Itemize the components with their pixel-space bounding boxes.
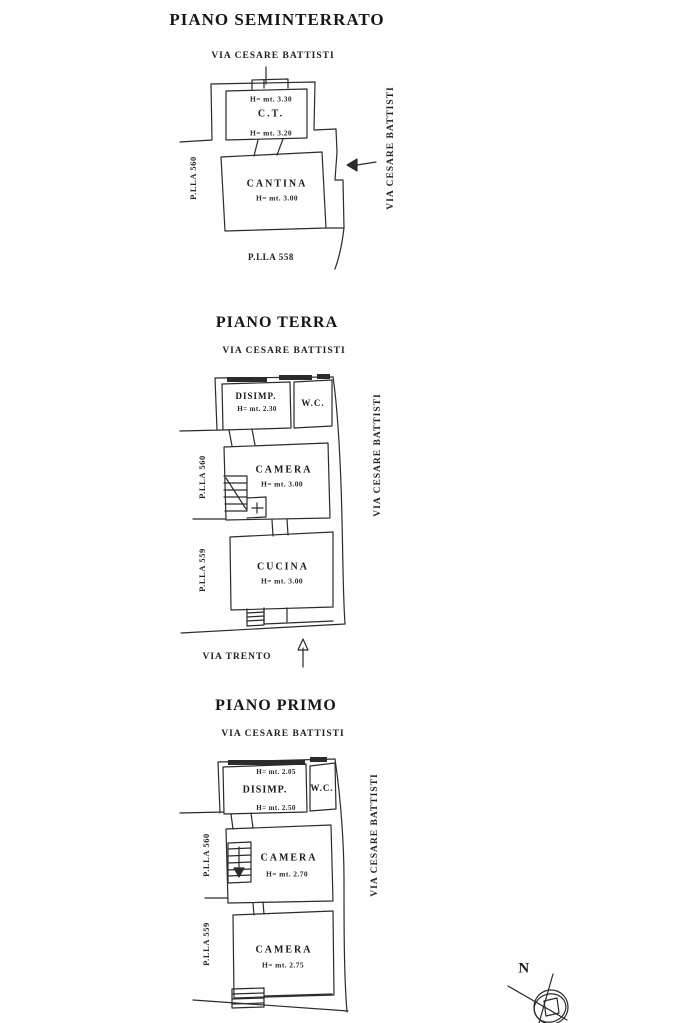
height-label: H= mt. 2.50	[256, 804, 296, 812]
cantina-room-outline	[221, 152, 326, 231]
primo-right-boundary	[335, 759, 347, 1012]
room-label-camera2: CAMERA	[255, 944, 313, 956]
room-label-wc: W.C.	[310, 783, 334, 793]
room-label-cantina: CANTINA	[246, 178, 308, 190]
entrance-arrow-tail	[357, 162, 376, 165]
parcel-label-560: P.LLA 560	[201, 833, 211, 877]
room-label-ct: C.T.	[257, 108, 285, 120]
wall-fill	[310, 757, 327, 762]
stairs-icon	[228, 842, 251, 883]
primo-bottom-boundary	[193, 1000, 348, 1011]
height-label: H= mt. 3.30	[249, 94, 293, 104]
height-label: H= mt. 2.75	[261, 960, 305, 970]
height-label: H= mt. 2.70	[265, 869, 309, 879]
floor-title-primo: PIANO PRIMO	[215, 697, 337, 714]
street-label-top: VIA CESARE BATTISTI	[211, 51, 335, 61]
parcel-label-559: P.LLA 559	[197, 548, 207, 592]
cantina-outer-wall	[326, 152, 344, 228]
height-label: H= mt. 3.00	[260, 479, 304, 489]
floor-title-seminterrato: PIANO SEMINTERRATO	[169, 10, 385, 29]
height-label: H= mt. 3.00	[260, 576, 304, 586]
chimney-box	[252, 79, 288, 89]
parcel-label-560: P.LLA 560	[197, 455, 207, 499]
room-label-cucina: CUCINA	[257, 561, 309, 573]
room-label-disimp: DISIMP.	[235, 391, 277, 401]
corridor	[253, 902, 264, 915]
boundary-curve	[335, 228, 344, 269]
street-label-top: VIA CESARE BATTISTI	[222, 346, 346, 356]
street-label-top: VIA CESARE BATTISTI	[221, 729, 345, 739]
wall-fill	[227, 377, 267, 382]
height-label: H= mt. 3.00	[255, 193, 299, 203]
entry-steps-icon	[247, 608, 264, 626]
height-label: H= mt. 2.05	[256, 768, 296, 776]
room-label-wc: W.C.	[301, 398, 325, 408]
ct-door	[254, 139, 283, 156]
parcel-label-558: P.LLA 558	[247, 252, 295, 262]
camera1-room-outline	[226, 825, 333, 903]
height-label: H= mt. 2.30	[237, 405, 277, 413]
wall-fill	[279, 375, 312, 380]
terra-plan	[180, 374, 345, 667]
corridor	[272, 519, 288, 536]
parcel-label-559: P.LLA 559	[201, 922, 211, 966]
street-label-right: VIA CESARE BATTISTI	[373, 393, 383, 517]
corridor	[229, 429, 255, 446]
room-label-camera: CAMERA	[255, 464, 313, 476]
parcel-label-560: P.LLA 560	[188, 156, 198, 200]
terra-right-boundary	[333, 377, 345, 624]
wall-fill	[317, 374, 330, 379]
room-label-camera1: CAMERA	[260, 852, 318, 864]
stairs-icon	[224, 476, 266, 518]
entrance-arrow-icon	[347, 159, 357, 171]
corridor	[231, 813, 253, 829]
height-label: H= mt. 3.20	[249, 128, 293, 138]
compass-icon	[508, 974, 570, 1023]
street-label-right: VIA CESARE BATTISTI	[370, 773, 380, 897]
compass-north-label: N	[518, 960, 530, 977]
floor-title-terra: PIANO TERRA	[215, 314, 339, 331]
street-label-via-trento: VIA TRENTO	[202, 652, 272, 662]
street-label-right: VIA CESARE BATTISTI	[386, 86, 396, 210]
room-label-disimp: DISIMP.	[242, 784, 288, 796]
